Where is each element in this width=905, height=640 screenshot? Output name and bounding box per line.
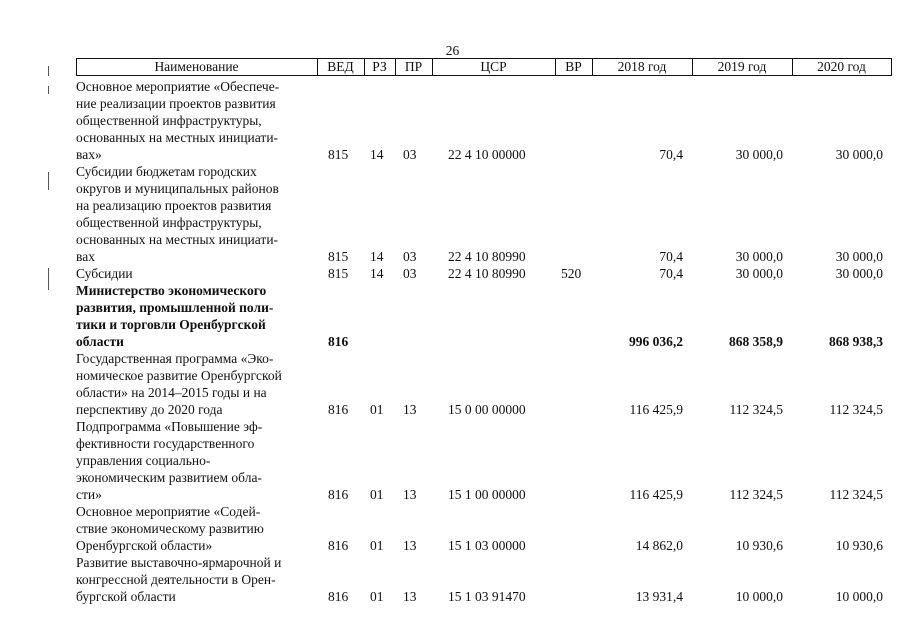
cell-csr: 15 1 03 00000: [448, 538, 526, 553]
cell-2018: 70,4: [659, 147, 683, 162]
row-name-line: Субсидии: [76, 266, 133, 281]
header-ved: ВЕД: [327, 59, 354, 74]
cell-ved: 815: [328, 266, 349, 281]
cell-rz: 01: [370, 402, 384, 417]
cell-pr: 03: [403, 147, 417, 162]
table-row: [0, 282, 905, 350]
row-name-line: Субсидии бюджетам городских: [76, 164, 257, 179]
cell-rz: 14: [370, 147, 384, 162]
row-name-line: номическое развитие Оренбургской: [76, 368, 282, 383]
cell-2020: 112 324,5: [829, 402, 883, 417]
cell-csr: 22 4 10 80990: [448, 249, 526, 264]
cell-pr: 13: [403, 538, 417, 553]
cell-pr: 13: [403, 589, 417, 604]
row-name-line: фективности государственного: [76, 436, 255, 451]
row-name-line: экономическим развитием обла-: [76, 470, 262, 485]
row-name: [76, 350, 316, 418]
header-2018: 2018 год: [617, 59, 667, 74]
cell-ved: 815: [328, 147, 349, 162]
cell-rz: 01: [370, 538, 384, 553]
cell-2019: 112 324,5: [729, 487, 783, 502]
cell-2019: 30 000,0: [735, 147, 783, 162]
row-name-line: Подпрограмма «Повышение эф-: [76, 419, 263, 434]
cell-pr: 13: [403, 487, 417, 502]
cell-ved: 815: [328, 249, 349, 264]
cell-ved: 816: [328, 589, 349, 604]
cell-2019: 30 000,0: [735, 249, 783, 264]
row-name-line: сти»: [76, 487, 102, 502]
row-name-line: Оренбургской области»: [76, 538, 213, 553]
row-name-line: округов и муниципальных районов: [76, 181, 279, 196]
cell-ved: 816: [328, 487, 349, 502]
cell-2019: 868 358,9: [729, 334, 783, 349]
cell-2019: 10 930,6: [735, 538, 783, 553]
row-name-line: общественной инфраструктуры,: [76, 215, 262, 230]
row-name-line: общественной инфраструктуры,: [76, 113, 262, 128]
row-name-line: развития, промышленной поли-: [76, 300, 274, 315]
row-name-line: Государственная программа «Эко-: [76, 351, 274, 366]
row-name: [76, 503, 316, 554]
cell-pr: 13: [403, 402, 417, 417]
row-name-line: вах»: [76, 147, 102, 162]
cell-2018: 13 931,4: [635, 589, 683, 604]
table-row: [0, 503, 905, 554]
row-name-line: области» на 2014–2015 годы и на: [76, 385, 267, 400]
cell-2020: 30 000,0: [835, 266, 883, 281]
cell-csr: 15 0 00 00000: [448, 402, 526, 417]
row-name-line: тики и торговли Оренбургской: [76, 317, 266, 332]
row-name-line: области: [76, 334, 124, 349]
row-name-line: Основное мероприятие «Обеспече-: [76, 79, 280, 94]
row-name-line: бургской области: [76, 589, 176, 604]
row-name-line: Развитие выставочно-ярмарочной и: [76, 555, 282, 570]
cell-2019: 10 000,0: [735, 589, 783, 604]
row-name-line: управления социально-: [76, 453, 211, 468]
row-name-line: основанных на местных инициати-: [76, 130, 279, 145]
cell-ved: 816: [328, 334, 349, 349]
cell-2018: 116 425,9: [629, 402, 683, 417]
row-name-line: Основное мероприятие «Содей-: [76, 504, 261, 519]
cell-vr: 520: [561, 266, 582, 281]
row-name: [76, 554, 316, 605]
cell-ved: 816: [328, 402, 349, 417]
table-row: [0, 418, 905, 503]
cell-rz: 14: [370, 249, 384, 264]
cell-2020: 10 000,0: [835, 589, 883, 604]
header-vr: ВР: [565, 59, 582, 74]
row-name-line: основанных на местных инициати-: [76, 232, 279, 247]
cell-2018: 996 036,2: [629, 334, 683, 349]
cell-2018: 14 862,0: [635, 538, 683, 553]
table-header: [0, 58, 905, 76]
cell-ved: 816: [328, 538, 349, 553]
cell-pr: 03: [403, 266, 417, 281]
cell-2018: 70,4: [659, 249, 683, 264]
table-row: [0, 163, 905, 265]
row-name: [76, 265, 316, 282]
cell-2019: 30 000,0: [735, 266, 783, 281]
header-name: Наименование: [154, 59, 239, 74]
table-row: [0, 350, 905, 418]
header-pr: ПР: [404, 59, 423, 74]
header-2019: 2019 год: [717, 59, 767, 74]
row-name: [76, 78, 316, 163]
header-rz: РЗ: [372, 59, 387, 74]
cell-rz: 01: [370, 487, 384, 502]
table-row: [0, 554, 905, 605]
cell-2019: 112 324,5: [729, 402, 783, 417]
row-name: [76, 418, 316, 503]
row-name-line: на реализацию проектов развития: [76, 198, 272, 213]
page-number: 26: [445, 43, 460, 58]
row-name-line: Министерство экономического: [76, 283, 267, 298]
cell-2020: 30 000,0: [835, 147, 883, 162]
cell-2020: 10 930,6: [835, 538, 883, 553]
cell-csr: 22 4 10 00000: [448, 147, 526, 162]
cell-rz: 14: [370, 266, 384, 281]
cell-2020: 30 000,0: [835, 249, 883, 264]
cell-2020: 868 938,3: [829, 334, 883, 349]
header-2020: 2020 год: [817, 59, 866, 74]
table-row: [0, 78, 905, 163]
table-row: [0, 265, 905, 282]
cell-2018: 70,4: [659, 266, 683, 281]
header-csr: ЦСР: [480, 59, 507, 74]
cell-2020: 112 324,5: [829, 487, 883, 502]
row-name-line: ние реализации проектов развития: [76, 96, 276, 111]
row-name-line: перспективу до 2020 года: [76, 402, 223, 417]
cell-pr: 03: [403, 249, 417, 264]
cell-csr: 15 1 00 00000: [448, 487, 526, 502]
row-name-line: ствие экономическому развитию: [76, 521, 264, 536]
row-name: [76, 163, 316, 265]
cell-csr: 22 4 10 80990: [448, 266, 526, 281]
cell-2018: 116 425,9: [629, 487, 683, 502]
cell-rz: 01: [370, 589, 384, 604]
row-name-line: вах: [76, 249, 95, 264]
row-name: [76, 282, 316, 350]
row-name-line: конгрессной деятельности в Орен-: [76, 572, 276, 587]
cell-csr: 15 1 03 91470: [448, 589, 526, 604]
